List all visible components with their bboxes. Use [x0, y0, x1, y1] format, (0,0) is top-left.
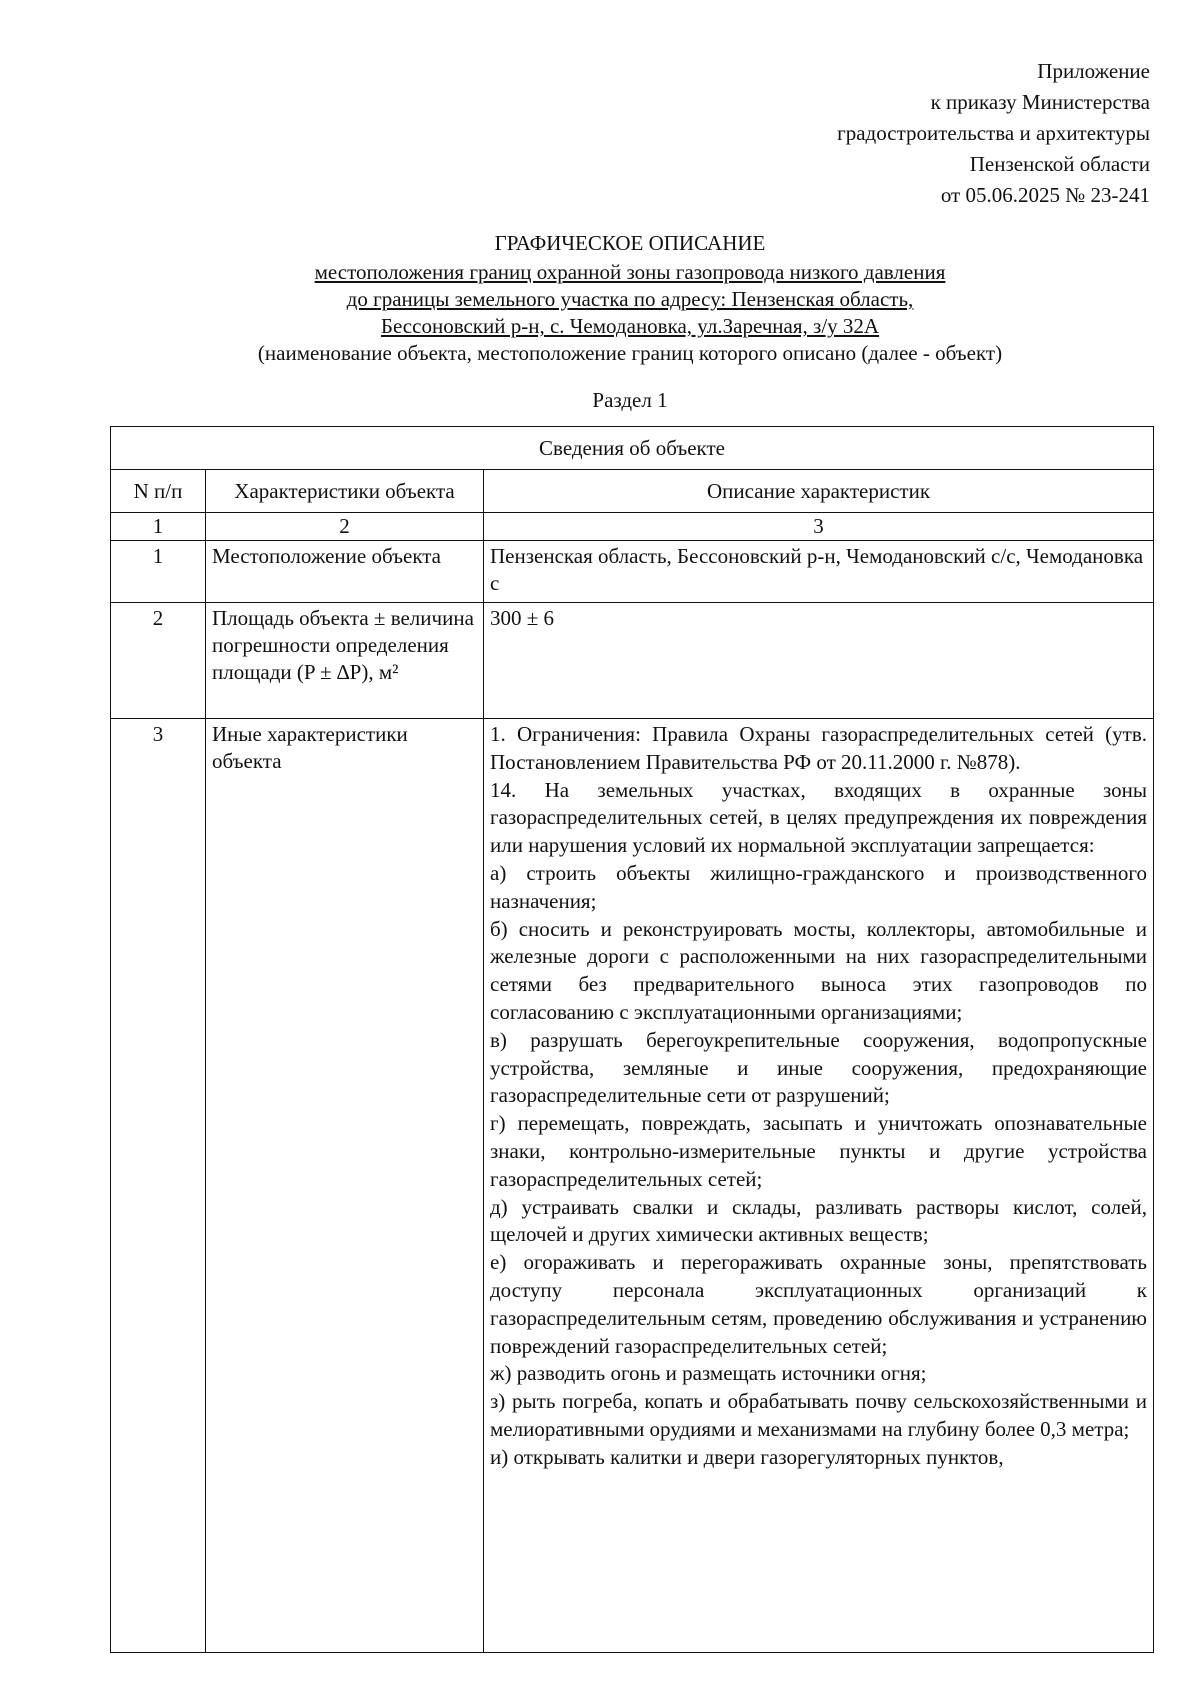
restriction-paragraph: д) устраивать свалки и склады, разливать растворы кислот, солей, щелочей и других химически активных веществ;: [490, 1194, 1147, 1247]
table-row: [111, 603, 1154, 719]
restriction-paragraph: 1. Ограничения: Правила Охраны газораспределительных сетей (утв. Постановлением Правительства РФ от 20.11.2000 г. №878).: [490, 722, 1147, 774]
title-caption: (наименование объекта, местоположение границ которого описано (далее - объект): [257, 341, 1003, 365]
row-number: 2: [111, 603, 206, 719]
appendix-line: Пензенской области: [969, 152, 1150, 176]
table-caption: Сведения об объекте: [111, 427, 1154, 470]
restriction-paragraph: е) огораживать и перегораживать охранные зоны, препятствовать доступу персонала эксплуатационных организаций к газораспределительным сетям, проведению обслуживания и устранению повреждений газораспределительных сетей;: [490, 1250, 1147, 1358]
appendix-date-line: от 05.06.2025 № 23-241: [940, 183, 1150, 207]
restriction-paragraph: з) рыть погреба, копать и обрабатывать почву сельскохозяйственными и мелиоративными орудиями и механизмами на глубину более 0,3 метра;: [490, 1389, 1147, 1441]
restriction-paragraph: а) строить объекты жилищно-гражданского и производственного назначения;: [490, 860, 1147, 913]
row-description: [484, 719, 1154, 1653]
row-description: 300 ± 6: [484, 603, 1154, 719]
column-header-characteristic: Характеристики объекта: [206, 470, 484, 513]
restriction-paragraph: ж) разводить огонь и размещать источники огня;: [490, 1361, 927, 1386]
appendix-line: градостроительства и архитектуры: [837, 121, 1150, 145]
column-number-row: [111, 513, 1154, 541]
column-number: 3: [484, 513, 1154, 541]
table-row: [111, 719, 1154, 1653]
row-characteristic: Местоположение объекта: [206, 541, 484, 603]
document-title-block: [110, 230, 1150, 367]
title-subject-line: Бессоновский р-н, с. Чемодановка, ул.Заречная, з/у 32А: [380, 314, 880, 338]
section-label: Раздел 1: [592, 388, 668, 412]
restriction-paragraph: б) сносить и реконструировать мосты, коллекторы, автомобильные и железные дороги с расположенными на них газораспределительными сетями без предварительного выноса этих газопроводов по согласованию с эксплуатационными организациями;: [490, 916, 1147, 1024]
column-number: 1: [111, 513, 206, 541]
row-description: Пензенская область, Бессоновский р-н, Чемодановский с/с, Чемодановка с: [484, 541, 1154, 603]
title-subject-line: до границы земельного участка по адресу: Пензенская область,: [346, 287, 914, 311]
column-header-number: N п/п: [111, 470, 206, 513]
column-header-description: Описание характеристик: [484, 470, 1154, 513]
restriction-paragraph: и) открывать калитки и двери газорегуляторных пунктов,: [490, 1444, 1004, 1469]
object-info-table: [110, 426, 1154, 1653]
table-row: [111, 541, 1154, 603]
row-characteristic: Площадь объекта ± величина погрешности определения площади (P ± ∆P), м²: [206, 603, 484, 719]
restriction-paragraph: в) разрушать берегоукрепительные сооружения, водопропускные устройства, земляные и иные сооружения, предохраняющие газораспределительные сети от разрушений;: [490, 1027, 1147, 1108]
column-number: 2: [206, 513, 484, 541]
appendix-line: к приказу Министерства: [930, 90, 1150, 114]
appendix-header: [630, 56, 1150, 211]
row-number: 3: [111, 719, 206, 1653]
row-characteristic: Иные характеристики объекта: [206, 719, 484, 1653]
restriction-paragraph: г) перемещать, повреждать, засыпать и уничтожать опознавательные знаки, контрольно-измерительные пункты и другие устройства газораспределительных сетей;: [490, 1111, 1147, 1191]
appendix-line: Приложение: [1037, 59, 1150, 83]
document-title: ГРАФИЧЕСКОЕ ОПИСАНИЕ: [494, 231, 766, 255]
row-number: 1: [111, 541, 206, 603]
title-subject-line: местоположения границ охранной зоны газопровода низкого давления: [314, 260, 946, 284]
restriction-paragraph: 14. На земельных участках, входящих в охранные зоны газораспределительных сетей, в целях предупреждения их повреждения или нарушения условий их нормальной эксплуатации запрещается:: [490, 777, 1147, 858]
